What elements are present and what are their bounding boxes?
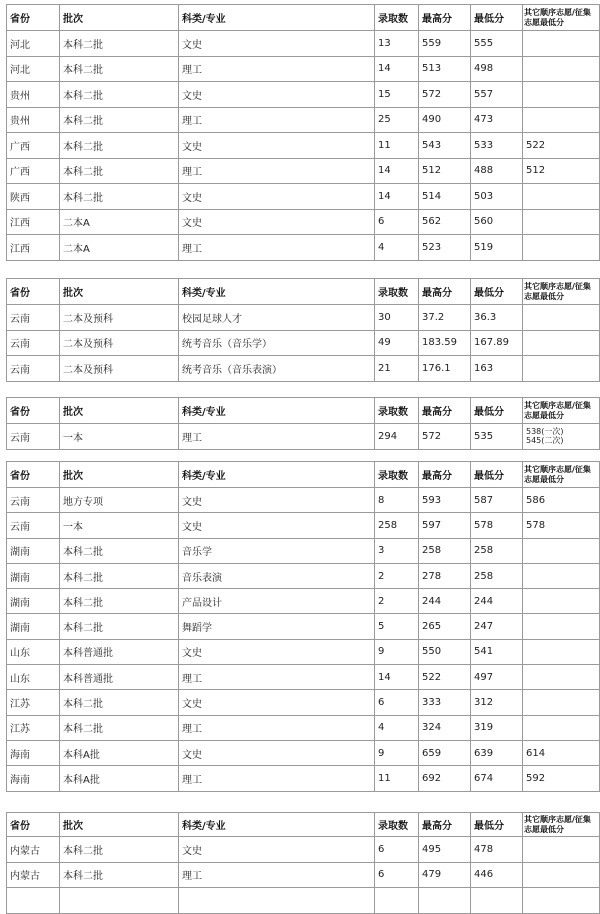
table-row [7, 184, 600, 210]
cell-admitted: 294 [375, 424, 419, 450]
cell-other-min-score [523, 589, 600, 614]
cell-max-score: 562 [419, 209, 471, 235]
admission-table-1 [6, 4, 599, 261]
cell-major: 理工 [179, 715, 375, 740]
cell-major: 文史 [179, 133, 375, 159]
cell-max-score: 244 [419, 589, 471, 614]
cell-batch: 一本 [60, 424, 179, 450]
header-max-score: 最高分 [419, 462, 471, 488]
cell-min-score: 258 [471, 538, 523, 563]
cell-max-score [419, 888, 471, 914]
cell-province: 江西 [7, 209, 60, 235]
score-table [6, 4, 600, 261]
cell-min-score: 488 [471, 158, 523, 184]
cell-admitted: 11 [375, 133, 419, 159]
table-row [7, 614, 600, 639]
header-major: 科类/专业 [179, 398, 375, 424]
cell-batch [60, 888, 179, 914]
cell-admitted: 14 [375, 665, 419, 690]
cell-province: 山东 [7, 639, 60, 664]
table-row [7, 639, 600, 664]
cell-province: 江西 [7, 235, 60, 261]
cell-admitted: 15 [375, 82, 419, 108]
cell-max-score: 479 [419, 862, 471, 888]
cell-admitted: 258 [375, 513, 419, 538]
header-min-score: 最低分 [471, 462, 523, 488]
cell-max-score: 324 [419, 715, 471, 740]
cell-max-score: 333 [419, 690, 471, 715]
cell-batch: 本科二批 [60, 56, 179, 82]
cell-max-score: 514 [419, 184, 471, 210]
cell-province: 湖南 [7, 614, 60, 639]
cell-major: 文史 [179, 740, 375, 765]
cell-major: 文史 [179, 513, 375, 538]
header-province: 省份 [7, 462, 60, 488]
cell-province: 河北 [7, 31, 60, 57]
table-row [7, 513, 600, 538]
table-row [7, 424, 600, 450]
cell-province: 贵州 [7, 82, 60, 108]
cell-batch: 本科二批 [60, 133, 179, 159]
header-min-score: 最低分 [471, 813, 523, 837]
header-max-score: 最高分 [419, 398, 471, 424]
table-row [7, 82, 600, 108]
header-batch: 批次 [60, 398, 179, 424]
table-header-row [7, 5, 600, 31]
cell-min-score: 446 [471, 862, 523, 888]
header-other-min-score: 其它顺序志愿/征集志愿最低分 [523, 462, 600, 488]
cell-admitted: 4 [375, 235, 419, 261]
cell-admitted: 11 [375, 766, 419, 791]
cell-max-score: 37.2 [419, 305, 471, 331]
header-major: 科类/专业 [179, 462, 375, 488]
cell-other-min-score [523, 715, 600, 740]
header-major: 科类/专业 [179, 5, 375, 31]
table-row [7, 589, 600, 614]
cell-max-score: 495 [419, 837, 471, 863]
table-header-row [7, 813, 600, 837]
cell-admitted: 6 [375, 690, 419, 715]
cell-admitted: 3 [375, 538, 419, 563]
cell-max-score: 550 [419, 639, 471, 664]
header-batch: 批次 [60, 813, 179, 837]
table-row [7, 665, 600, 690]
table-row [7, 31, 600, 57]
header-province: 省份 [7, 279, 60, 305]
cell-admitted: 4 [375, 715, 419, 740]
cell-admitted: 2 [375, 563, 419, 588]
cell-other-min-score: 614 [523, 740, 600, 765]
cell-province: 江苏 [7, 715, 60, 740]
cell-batch: 二本及预科 [60, 305, 179, 331]
header-admitted: 录取数 [375, 5, 419, 31]
cell-major: 文史 [179, 209, 375, 235]
cell-batch: 本科二批 [60, 563, 179, 588]
cell-batch: 本科二批 [60, 837, 179, 863]
cell-major: 音乐表演 [179, 563, 375, 588]
header-max-score: 最高分 [419, 5, 471, 31]
cell-max-score: 512 [419, 158, 471, 184]
header-other-min-score: 其它顺序志愿/征集志愿最低分 [523, 5, 600, 31]
cell-max-score: 559 [419, 31, 471, 57]
table-header-row [7, 279, 600, 305]
cell-min-score: 312 [471, 690, 523, 715]
cell-other-min-score: 538(一次) 545(二次) [523, 424, 600, 450]
cell-max-score: 572 [419, 424, 471, 450]
header-max-score: 最高分 [419, 813, 471, 837]
cell-major: 文史 [179, 690, 375, 715]
cell-major: 理工 [179, 56, 375, 82]
header-major: 科类/专业 [179, 813, 375, 837]
cell-other-min-score [523, 184, 600, 210]
cell-max-score: 513 [419, 56, 471, 82]
cell-batch: 本科普通批 [60, 665, 179, 690]
table-header-row [7, 462, 600, 488]
cell-major: 理工 [179, 158, 375, 184]
cell-max-score: 572 [419, 82, 471, 108]
cell-batch: 二本及预科 [60, 330, 179, 356]
cell-min-score: 478 [471, 837, 523, 863]
cell-province: 广西 [7, 158, 60, 184]
cell-min-score: 639 [471, 740, 523, 765]
cell-min-score: 498 [471, 56, 523, 82]
cell-other-min-score [523, 330, 600, 356]
cell-admitted: 9 [375, 740, 419, 765]
table-row [7, 330, 600, 356]
cell-min-score: 519 [471, 235, 523, 261]
header-admitted: 录取数 [375, 813, 419, 837]
cell-min-score: 557 [471, 82, 523, 108]
score-table [6, 278, 600, 382]
cell-min-score: 244 [471, 589, 523, 614]
cell-admitted: 8 [375, 488, 419, 513]
cell-admitted: 9 [375, 639, 419, 664]
cell-admitted: 5 [375, 614, 419, 639]
cell-major: 文史 [179, 82, 375, 108]
cell-min-score: 674 [471, 766, 523, 791]
cell-other-min-score [523, 31, 600, 57]
cell-min-score: 473 [471, 107, 523, 133]
cell-batch: 本科二批 [60, 589, 179, 614]
cell-admitted: 2 [375, 589, 419, 614]
header-major: 科类/专业 [179, 279, 375, 305]
cell-admitted: 21 [375, 356, 419, 382]
header-other-min-score: 其它顺序志愿/征集志愿最低分 [523, 279, 600, 305]
cell-max-score: 265 [419, 614, 471, 639]
cell-major: 舞蹈学 [179, 614, 375, 639]
cell-other-min-score: 522 [523, 133, 600, 159]
cell-admitted: 14 [375, 56, 419, 82]
cell-other-min-score [523, 56, 600, 82]
cell-major: 理工 [179, 665, 375, 690]
cell-province: 湖南 [7, 563, 60, 588]
cell-min-score: 258 [471, 563, 523, 588]
cell-major: 校园足球人才 [179, 305, 375, 331]
cell-batch: 二本A [60, 235, 179, 261]
header-batch: 批次 [60, 462, 179, 488]
cell-batch: 本科二批 [60, 862, 179, 888]
table-row [7, 305, 600, 331]
cell-batch: 地方专项 [60, 488, 179, 513]
cell-major: 文史 [179, 31, 375, 57]
cell-min-score: 535 [471, 424, 523, 450]
cell-batch: 本科A批 [60, 766, 179, 791]
cell-max-score: 523 [419, 235, 471, 261]
header-min-score: 最低分 [471, 5, 523, 31]
table-row [7, 862, 600, 888]
cell-province: 广西 [7, 133, 60, 159]
cell-province: 云南 [7, 513, 60, 538]
cell-other-min-score: 586 [523, 488, 600, 513]
cell-max-score: 176.1 [419, 356, 471, 382]
cell-min-score: 319 [471, 715, 523, 740]
admission-table-4 [6, 461, 599, 792]
cell-other-min-score [523, 538, 600, 563]
cell-major: 产品设计 [179, 589, 375, 614]
cell-province: 江苏 [7, 690, 60, 715]
cell-admitted: 13 [375, 31, 419, 57]
table-row [7, 837, 600, 863]
table-row [7, 740, 600, 765]
table-row [7, 56, 600, 82]
cell-other-min-score [523, 82, 600, 108]
table-row [7, 715, 600, 740]
cell-other-min-score [523, 837, 600, 863]
cell-province: 海南 [7, 766, 60, 791]
cell-min-score: 503 [471, 184, 523, 210]
table-row [7, 356, 600, 382]
cell-min-score: 578 [471, 513, 523, 538]
cell-major: 统考音乐（音乐表演） [179, 356, 375, 382]
table-row [7, 766, 600, 791]
cell-batch: 一本 [60, 513, 179, 538]
cell-max-score: 659 [419, 740, 471, 765]
cell-other-min-score [523, 356, 600, 382]
cell-province: 山东 [7, 665, 60, 690]
header-admitted: 录取数 [375, 462, 419, 488]
cell-max-score: 278 [419, 563, 471, 588]
cell-major: 理工 [179, 107, 375, 133]
table-row [7, 888, 600, 914]
cell-major: 理工 [179, 862, 375, 888]
cell-other-min-score [523, 209, 600, 235]
cell-batch: 本科二批 [60, 538, 179, 563]
table-row [7, 538, 600, 563]
cell-province: 湖南 [7, 538, 60, 563]
cell-admitted: 14 [375, 158, 419, 184]
cell-min-score: 36.3 [471, 305, 523, 331]
cell-admitted: 6 [375, 209, 419, 235]
cell-other-min-score: 592 [523, 766, 600, 791]
cell-province: 内蒙古 [7, 837, 60, 863]
cell-province: 湖南 [7, 589, 60, 614]
cell-province: 陕西 [7, 184, 60, 210]
table-row [7, 158, 600, 184]
cell-other-min-score [523, 665, 600, 690]
cell-batch: 本科普通批 [60, 639, 179, 664]
header-min-score: 最低分 [471, 279, 523, 305]
cell-batch: 本科二批 [60, 107, 179, 133]
cell-admitted: 25 [375, 107, 419, 133]
table-row [7, 209, 600, 235]
cell-batch: 本科二批 [60, 158, 179, 184]
cell-batch: 本科二批 [60, 82, 179, 108]
cell-max-score: 543 [419, 133, 471, 159]
cell-min-score: 497 [471, 665, 523, 690]
header-batch: 批次 [60, 279, 179, 305]
cell-admitted: 6 [375, 862, 419, 888]
cell-min-score: 533 [471, 133, 523, 159]
cell-major: 文史 [179, 837, 375, 863]
header-other-min-score: 其它顺序志愿/征集志愿最低分 [523, 813, 600, 837]
cell-other-min-score [523, 690, 600, 715]
cell-admitted: 14 [375, 184, 419, 210]
header-min-score: 最低分 [471, 398, 523, 424]
admission-table-5 [6, 812, 599, 914]
table-row [7, 133, 600, 159]
cell-max-score: 183.59 [419, 330, 471, 356]
cell-other-min-score [523, 563, 600, 588]
cell-min-score: 560 [471, 209, 523, 235]
cell-province: 海南 [7, 740, 60, 765]
cell-admitted [375, 888, 419, 914]
header-batch: 批次 [60, 5, 179, 31]
cell-province: 内蒙古 [7, 862, 60, 888]
header-admitted: 录取数 [375, 398, 419, 424]
cell-major: 音乐学 [179, 538, 375, 563]
cell-other-min-score [523, 862, 600, 888]
cell-major: 理工 [179, 235, 375, 261]
table-row [7, 107, 600, 133]
cell-admitted: 30 [375, 305, 419, 331]
cell-max-score: 692 [419, 766, 471, 791]
cell-max-score: 522 [419, 665, 471, 690]
cell-other-min-score [523, 888, 600, 914]
cell-batch: 二本及预科 [60, 356, 179, 382]
cell-batch: 本科二批 [60, 690, 179, 715]
cell-min-score [471, 888, 523, 914]
header-admitted: 录取数 [375, 279, 419, 305]
header-other-min-score: 其它顺序志愿/征集志愿最低分 [523, 398, 600, 424]
header-province: 省份 [7, 5, 60, 31]
cell-province: 云南 [7, 330, 60, 356]
cell-batch: 本科二批 [60, 715, 179, 740]
cell-admitted: 6 [375, 837, 419, 863]
cell-major: 文史 [179, 639, 375, 664]
cell-province: 河北 [7, 56, 60, 82]
table-row [7, 488, 600, 513]
cell-max-score: 490 [419, 107, 471, 133]
cell-min-score: 163 [471, 356, 523, 382]
cell-other-min-score: 578 [523, 513, 600, 538]
cell-other-min-score: 512 [523, 158, 600, 184]
cell-major: 理工 [179, 424, 375, 450]
cell-batch: 本科二批 [60, 614, 179, 639]
cell-province [7, 888, 60, 914]
cell-batch: 本科二批 [60, 184, 179, 210]
cell-other-min-score [523, 639, 600, 664]
table-header-row [7, 398, 600, 424]
table-row [7, 235, 600, 261]
cell-batch: 二本A [60, 209, 179, 235]
table-row [7, 690, 600, 715]
cell-min-score: 587 [471, 488, 523, 513]
cell-major: 文史 [179, 184, 375, 210]
cell-province: 云南 [7, 356, 60, 382]
cell-other-min-score [523, 107, 600, 133]
header-max-score: 最高分 [419, 279, 471, 305]
cell-max-score: 597 [419, 513, 471, 538]
cell-min-score: 555 [471, 31, 523, 57]
cell-province: 贵州 [7, 107, 60, 133]
score-table [6, 397, 600, 450]
cell-batch: 本科A批 [60, 740, 179, 765]
cell-province: 云南 [7, 488, 60, 513]
cell-min-score: 167.89 [471, 330, 523, 356]
cell-max-score: 593 [419, 488, 471, 513]
cell-major: 统考音乐（音乐学） [179, 330, 375, 356]
score-table [6, 461, 600, 792]
cell-province: 云南 [7, 424, 60, 450]
cell-batch: 本科二批 [60, 31, 179, 57]
header-province: 省份 [7, 398, 60, 424]
cell-other-min-score [523, 235, 600, 261]
cell-admitted: 49 [375, 330, 419, 356]
cell-major: 文史 [179, 488, 375, 513]
admission-table-3 [6, 397, 599, 450]
cell-max-score: 258 [419, 538, 471, 563]
score-table [6, 812, 600, 914]
cell-other-min-score [523, 305, 600, 331]
cell-major: 理工 [179, 766, 375, 791]
cell-major [179, 888, 375, 914]
cell-min-score: 247 [471, 614, 523, 639]
table-row [7, 563, 600, 588]
cell-min-score: 541 [471, 639, 523, 664]
cell-province: 云南 [7, 305, 60, 331]
cell-other-min-score [523, 614, 600, 639]
header-province: 省份 [7, 813, 60, 837]
admission-table-2 [6, 278, 599, 382]
